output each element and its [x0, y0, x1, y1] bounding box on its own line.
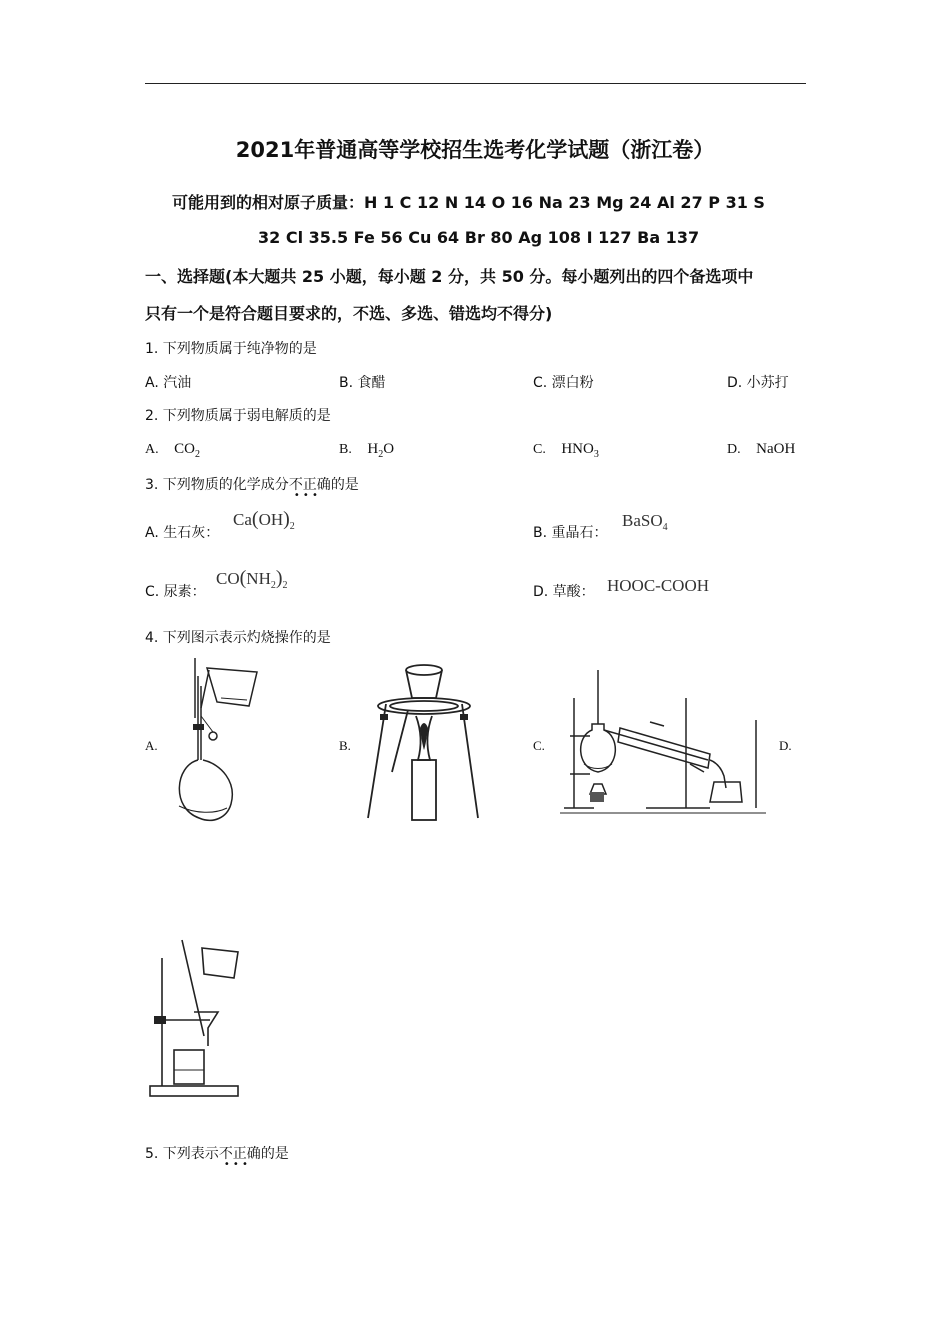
- q2-option-a-label: A.: [145, 442, 159, 457]
- q4-label-c: C.: [533, 738, 545, 753]
- q2-option-c: [533, 441, 599, 460]
- section-heading-line-1: 一、选择题(本大题共 25 小题，每小题 2 分，共 50 分。每小题列出的四个备选项中: [145, 267, 754, 286]
- q5-stem: 5. 下列表示不正确 • • • 的是: [145, 1146, 289, 1170]
- q2-stem: 2. 下列物质属于弱电解质的是: [145, 408, 331, 424]
- q2-formula-a: $CO_2$: [174, 441, 200, 460]
- q1-option-d: D. 小苏打: [727, 375, 789, 391]
- q4-label-d: D.: [779, 738, 792, 753]
- q3-option-b-label: B. 重晶石：: [533, 525, 608, 541]
- q3-formula-d: HOOC-COOH: [607, 576, 709, 595]
- figure-c-distillation-setup: [560, 668, 770, 818]
- q3-option-c-label: C. 尿素：: [145, 584, 206, 600]
- q3-emphasis-dots: • • •: [293, 490, 318, 501]
- atomic-masses-line-2: 32 Cl 35.5 Fe 56 Cu 64 Br 80 Ag 108 I 127 Ba 137: [258, 228, 700, 247]
- page-title: 2021年普通高等学校招生选考化学试题（浙江卷）: [235, 138, 715, 162]
- q1-option-b: B. 食醋: [339, 375, 386, 391]
- q3-option-b: [533, 522, 608, 542]
- q2-option-b: [339, 441, 394, 460]
- figure-b-crucible-tripod: [362, 660, 482, 822]
- q2-option-d: [727, 441, 795, 460]
- q3-emphasis: 不正确 • • •: [288, 477, 331, 501]
- q1-option-c: C. 漂白粉: [533, 375, 594, 391]
- q3-option-a-label: A. 生石灰：: [145, 525, 220, 541]
- figure-a-volumetric-flask: [165, 658, 265, 826]
- q2-formula-b: $H_2O$: [367, 441, 395, 460]
- q5-emphasis-dots: • • •: [223, 1159, 248, 1170]
- atomic-masses-line-1: 可能用到的相对原子质量：H 1 C 12 N 14 O 16 Na 23 Mg 24 Al 27 P 31 S: [172, 193, 765, 212]
- q5-emphasis: 不正确 • • •: [218, 1146, 261, 1170]
- q3-formula-b: BaSO$_4$: [622, 511, 668, 533]
- q1-stem: 1. 下列物质属于纯净物的是: [145, 341, 317, 357]
- q3-stem: 3. 下列物质的化学成分不正确 • • • 的是: [145, 477, 359, 501]
- q2-option-d-label: D.: [727, 442, 741, 457]
- q3-formula-c: $CO(NH_2)_2$: [216, 567, 288, 591]
- section-heading-line-2: 只有一个是符合题目要求的，不选、多选、错选均不得分): [145, 304, 553, 323]
- q3-option-c: [145, 581, 206, 601]
- header-rule: [145, 83, 806, 84]
- q4-stem: 4. 下列图示表示灼烧操作的是: [145, 630, 331, 646]
- q2-formula-d: NaOH: [756, 441, 796, 457]
- q4-label-b: B.: [339, 738, 351, 753]
- q2-option-b-label: B.: [339, 442, 352, 457]
- q2-formula-c: $HNO_3$: [561, 441, 599, 460]
- figure-d-filtration-setup: [146, 938, 246, 1108]
- q2-option-c-label: C.: [533, 442, 546, 457]
- q3-option-d-label: D. 草酸：: [533, 584, 595, 600]
- q4-label-a: A.: [145, 738, 158, 753]
- q3-option-a: [145, 522, 219, 542]
- q3-formula-a: $Ca(OH)_2$: [233, 508, 295, 532]
- q1-option-a: A. 汽油: [145, 375, 192, 391]
- q3-option-d: [533, 581, 595, 601]
- q2-option-a: [145, 441, 200, 460]
